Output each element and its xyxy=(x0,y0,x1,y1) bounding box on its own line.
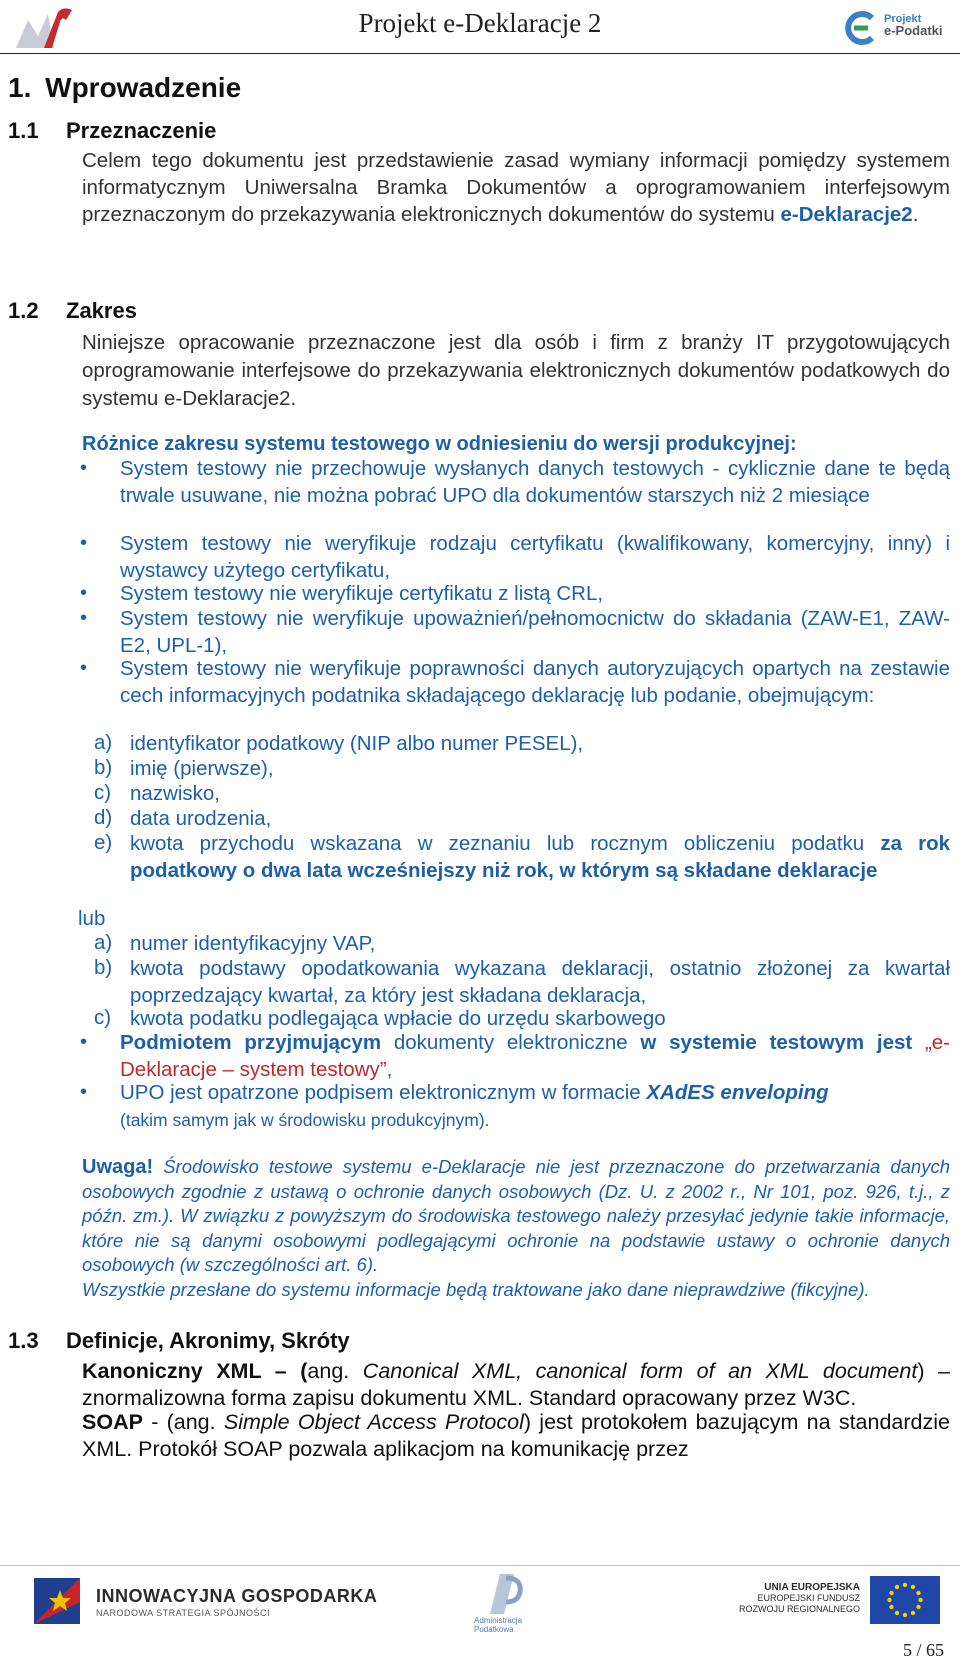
bullet-dot: • xyxy=(80,607,88,629)
def1-ang: ang. xyxy=(307,1359,363,1383)
footer-right-line3: ROZWOJU REGIONALNEGO xyxy=(738,1604,860,1614)
list-item: nazwisko, xyxy=(130,782,221,805)
section-title: Definicje, Akronimy, Skróty xyxy=(66,1328,350,1353)
def1-term: Kanoniczny XML – ( xyxy=(82,1359,308,1383)
differences-heading: Różnice zakresu systemu testowego w odniesieniu do wersji produkcyjnej: xyxy=(82,433,797,455)
bullet-dot: • xyxy=(80,582,88,604)
bullet-dot: • xyxy=(80,532,88,554)
logo-right-line1: Projekt xyxy=(884,13,922,25)
footer-divider xyxy=(0,1565,960,1566)
e-podatki-icon xyxy=(840,8,880,48)
note-text: Środowisko testowe systemu e-Deklaracje nie jest przeznaczone do przetwarzania danych osobowych zgodnie z ustawą o ochronie danych osobowych (Dz. U. z 2002 r., Nr 101, poz. 926, t.j., z późn. zm.). W związku z powyższym do środowiska testowego należy przesyłać jedynie takie informacje, które nie są danymi osobowymi podlegającymi ochronie na podstawie ustawy o ochronie danych osobowych (w szczególności art. 6). xyxy=(82,1156,950,1275)
bullet-dot: • xyxy=(80,1031,88,1053)
section-title: Wprowadzenie xyxy=(45,72,242,103)
bullet7-format: XAdES enveloping xyxy=(646,1081,829,1104)
header-divider xyxy=(0,53,960,54)
bullet-dot: • xyxy=(80,457,88,479)
list-label: b) xyxy=(94,756,113,779)
eu-flag-icon xyxy=(870,1576,940,1624)
section-title: Przeznaczenie xyxy=(66,118,217,143)
footer-right-text xyxy=(730,1582,860,1615)
bullet6-bold-2: w systemie testowym jest xyxy=(640,1031,913,1054)
header-title: Projekt e-Deklaracje 2 xyxy=(358,8,602,38)
bullet7-small: (takim samym jak w środowisku produkcyjnym). xyxy=(120,1109,490,1130)
bullet6-system-name: „e-Deklaracje – system testowy” xyxy=(120,1031,950,1081)
def2-italic: Simple Object Access Protocol xyxy=(223,1410,524,1434)
footer-center-line1: Administracja xyxy=(474,1616,523,1625)
diff-bullet-4: System testowy nie weryfikuje upoważnień/pełnomocnictw do składania (ZAW-E1, ZAW-E2, UPL-1), xyxy=(120,607,950,657)
scope-paragraph: Niniejsze opracowanie przeznaczone jest dla osób i firm z branży IT przygotowujących oprogramowanie interfejsowe do przekazywania elektronicznych dokumentów podatkowych do systemu e-Deklaracje2. xyxy=(82,331,950,410)
diff-bullet-3: System testowy nie weryfikuje certyfikatu z listą CRL, xyxy=(120,582,604,605)
or-word: lub xyxy=(78,907,106,930)
diff-bullet-7 xyxy=(120,1080,950,1133)
list-label: a) xyxy=(94,931,113,954)
def2-term: SOAP xyxy=(82,1410,143,1434)
list-item: kwota podatku podlegająca wpłacie do urzędu skarbowego xyxy=(130,1007,666,1030)
def2-ang: - (ang. xyxy=(142,1410,224,1434)
list-label: a) xyxy=(94,731,113,754)
logo-right-line2: e-Podatki xyxy=(884,23,943,38)
diff-bullet-1: System testowy nie przechowuje wysłanych danych testowych - cyklicznie dane te będą trwale usuwane, nie można pobrać UPO dla dokumentów starszych niż 2 miesiące xyxy=(120,457,950,507)
page-number: 5 / 65 xyxy=(902,1640,944,1660)
section-number: 1.2 xyxy=(8,298,39,323)
section-heading-1-2 xyxy=(8,298,137,324)
bullet6-end: , xyxy=(386,1057,393,1081)
list-item-e-bold: za rok podatkowy o dwa lata wcześniejszy niż rok, w którym są składane deklaracje xyxy=(130,832,950,882)
purpose-paragraph xyxy=(82,147,950,228)
list-item-e xyxy=(130,831,950,884)
bullet-dot: • xyxy=(80,1081,88,1103)
note-text-2: Wszystkie przesłane do systemu informacje będą traktowane jako dane nieprawdziwe (fikcyjne). xyxy=(82,1278,870,1300)
list-label: c) xyxy=(94,781,112,804)
system-name: e-Deklaracje2 xyxy=(780,203,913,226)
list-item: identyfikator podatkowy (NIP albo numer PESEL), xyxy=(130,732,584,755)
footer-center-text xyxy=(474,1616,522,1634)
section-heading-1-3 xyxy=(8,1328,350,1354)
section-number: 1.3 xyxy=(8,1328,39,1353)
footer-center-line2: Podatkowa xyxy=(474,1625,514,1634)
definition-canonical-xml xyxy=(82,1358,950,1412)
list-label: e) xyxy=(94,831,113,854)
footer-left-subtitle: NARODOWA STRATEGIA SPÓJNOŚCI xyxy=(96,1608,271,1618)
section-heading-1 xyxy=(8,72,241,104)
diff-bullet-6 xyxy=(120,1030,950,1083)
note-label: Uwaga! xyxy=(82,1156,154,1178)
def1-italic: Canonical XML, canonical form of an XML document xyxy=(362,1359,918,1383)
purpose-text: Celem tego dokumentu jest przedstawienie zasad wymiany informacji pomiędzy systemem informatycznym Uniwersalna Bramka Dokumentów a oprogramowaniem interfejsowym przeznaczonym do przekazywania elektronicznych dokumentów do systemu xyxy=(82,149,950,226)
def1-rest: ) – znormalizowna forma zapisu dokumentu XML. Standard opracowany przez W3C. xyxy=(82,1359,950,1410)
diff-bullet-2: System testowy nie weryfikuje rodzaju certyfikatu (kwalifikowany, komercyjny, inny) i wystawcy użytego certyfikatu, xyxy=(120,532,950,582)
warning-note xyxy=(82,1155,950,1302)
footer-left-title: INNOWACYJNA GOSPODARKA xyxy=(96,1586,378,1606)
e-podatki-logo xyxy=(840,8,950,50)
definition-soap xyxy=(82,1409,950,1463)
bullet6-bold: Podmiotem przyjmującym xyxy=(120,1031,382,1054)
footer-right-line1: UNIA EUROPEJSKA xyxy=(764,1582,860,1593)
diff-bullet-5: System testowy nie weryfikuje poprawności danych autoryzujących opartych na zestawie cech informacyjnych podatnika składającego deklarację lub podanie, obejmującym: xyxy=(120,657,950,707)
list-item: imię (pierwsze), xyxy=(130,757,274,780)
footer-right-line2: EUROPEJSKI FUNDUSZ xyxy=(757,1593,860,1603)
list-item-e-text: kwota przychodu wskazana w zeznaniu lub rocznym obliczeniu podatku xyxy=(130,832,881,855)
list-item: data urodzenia, xyxy=(130,807,272,830)
section-title: Zakres xyxy=(66,298,137,323)
section-heading-1-1 xyxy=(8,118,216,144)
list-label: d) xyxy=(94,806,113,829)
bullet6-mid: dokumenty elektroniczne xyxy=(381,1031,641,1054)
section-number: 1. xyxy=(8,72,32,103)
innowacyjna-gospodarka-logo-icon xyxy=(30,1572,90,1632)
def2-rest: ) jest protokołem bazującym na standardzie XML. Protokół SOAP pozwala aplikacjom na komunikację przez xyxy=(82,1410,950,1461)
list-item: kwota podstawy opodatkowania wykazana deklaracji, ostatnio złożonej za kwartał poprzedzający kwartał, za który jest składana deklaracja, xyxy=(130,957,950,1007)
bullet7-text: UPO jest opatrzone podpisem elektronicznym w formacie xyxy=(120,1081,647,1104)
purpose-period: . xyxy=(912,203,919,226)
page-footer xyxy=(0,1570,960,1640)
list-item: numer identyfikacyjny VAP, xyxy=(130,932,376,955)
bullet-dot: • xyxy=(80,657,88,679)
section-number: 1.1 xyxy=(8,118,39,143)
list-label: c) xyxy=(94,1006,112,1029)
list-label: b) xyxy=(94,956,113,979)
page-header xyxy=(0,0,960,56)
